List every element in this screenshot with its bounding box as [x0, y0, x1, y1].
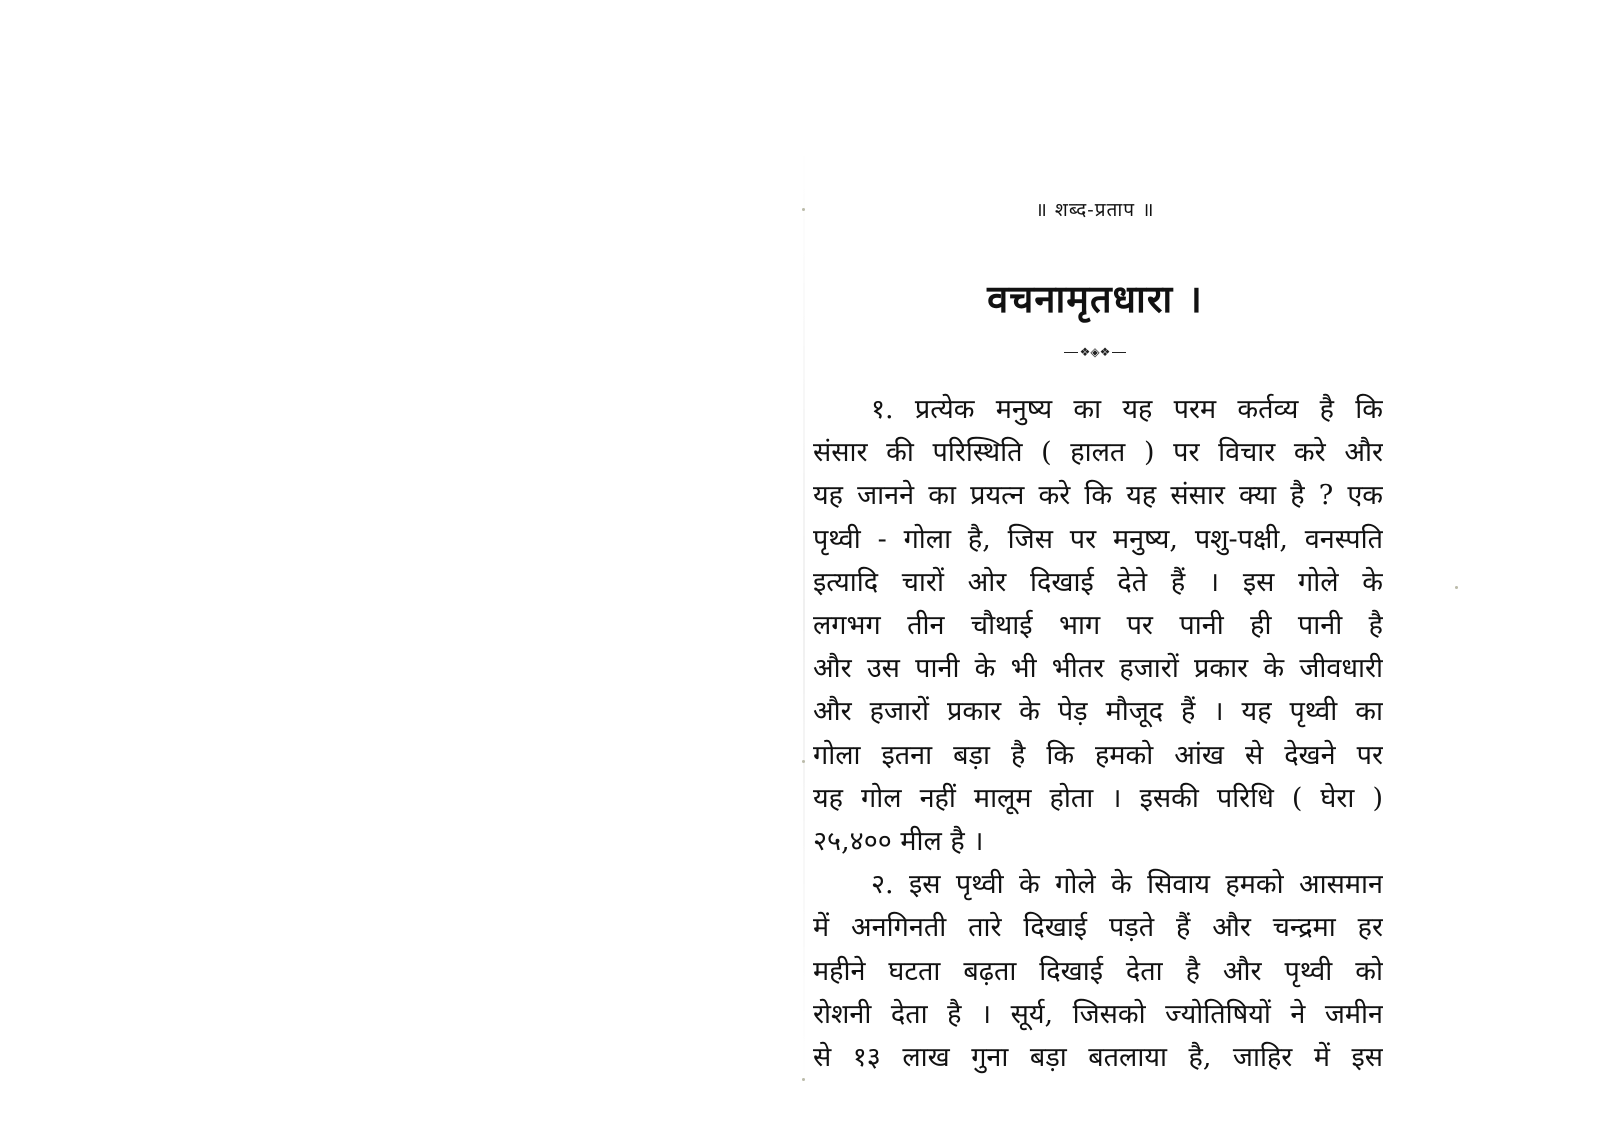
text-line: महीने घटता बढ़ता दिखाई देता है और पृथ्वी को [813, 955, 1383, 987]
text-line: रोशनी देता है । सूर्य, जिसको ज्योतिषियों ने जमीन [813, 998, 1383, 1030]
text-page [805, 0, 1600, 1130]
text-line: और हजारों प्रकार के पेड़ मौजूद हैं । यह पृथ्वी का [813, 696, 1383, 728]
text-line: में अनगिनती तारे दिखाई पड़ते हैं और चन्द्रमा हर [813, 912, 1383, 944]
ornament-dash-left [1064, 352, 1078, 353]
paper-speck [802, 760, 805, 763]
text-line: और उस पानी के भी भीतर हजारों प्रकार के जीवधारी [813, 653, 1383, 685]
text-line: यह गोल नहीं मालूम होता । इसकी परिधि ( घेरा ) [813, 782, 1383, 814]
paper-speck [1455, 586, 1458, 589]
ornament-glyphs: ❖◈❖ [1079, 345, 1111, 359]
paper-speck [802, 208, 805, 211]
paper-speck [802, 1078, 805, 1081]
running-head: ॥ शब्द-प्रताप ॥ [1035, 199, 1155, 221]
text-line: गोला इतना बड़ा है कि हमको आंख से देखने पर [813, 739, 1383, 771]
text-line: यह जानने का प्रयत्न करे कि यह संसार क्या है ? एक [813, 480, 1383, 512]
text-line: इत्यादि चारों ओर दिखाई देते हैं । इस गोले के [813, 566, 1383, 598]
text-line: २. इस पृथ्वी के गोले के सिवाय हमको आसमान [871, 869, 1383, 901]
paragraph-1 [813, 388, 1383, 863]
text-line: संसार की परिस्थिति ( हालत ) पर विचार करे और [813, 437, 1383, 469]
ornament-divider [1041, 342, 1149, 362]
ornament-dash-right [1112, 352, 1126, 353]
text-line: २५,४०० मील है । [813, 826, 984, 858]
text-line: पृथ्वी - गोला है, जिस पर मनुष्य, पशु-पक्षी, वनस्पति [813, 523, 1383, 555]
page-title: वचनामृतधारा । [987, 276, 1203, 321]
text-line: १. प्रत्येक मनुष्य का यह परम कर्तव्य है कि [871, 394, 1383, 425]
text-line: से १३ लाख गुना बड़ा बतलाया है, जाहिर में इस [813, 1042, 1383, 1074]
text-line: लगभग तीन चौथाई भाग पर पानी ही पानी है [813, 610, 1383, 642]
body-text [813, 388, 1383, 1079]
paragraph-2 [813, 863, 1383, 1079]
